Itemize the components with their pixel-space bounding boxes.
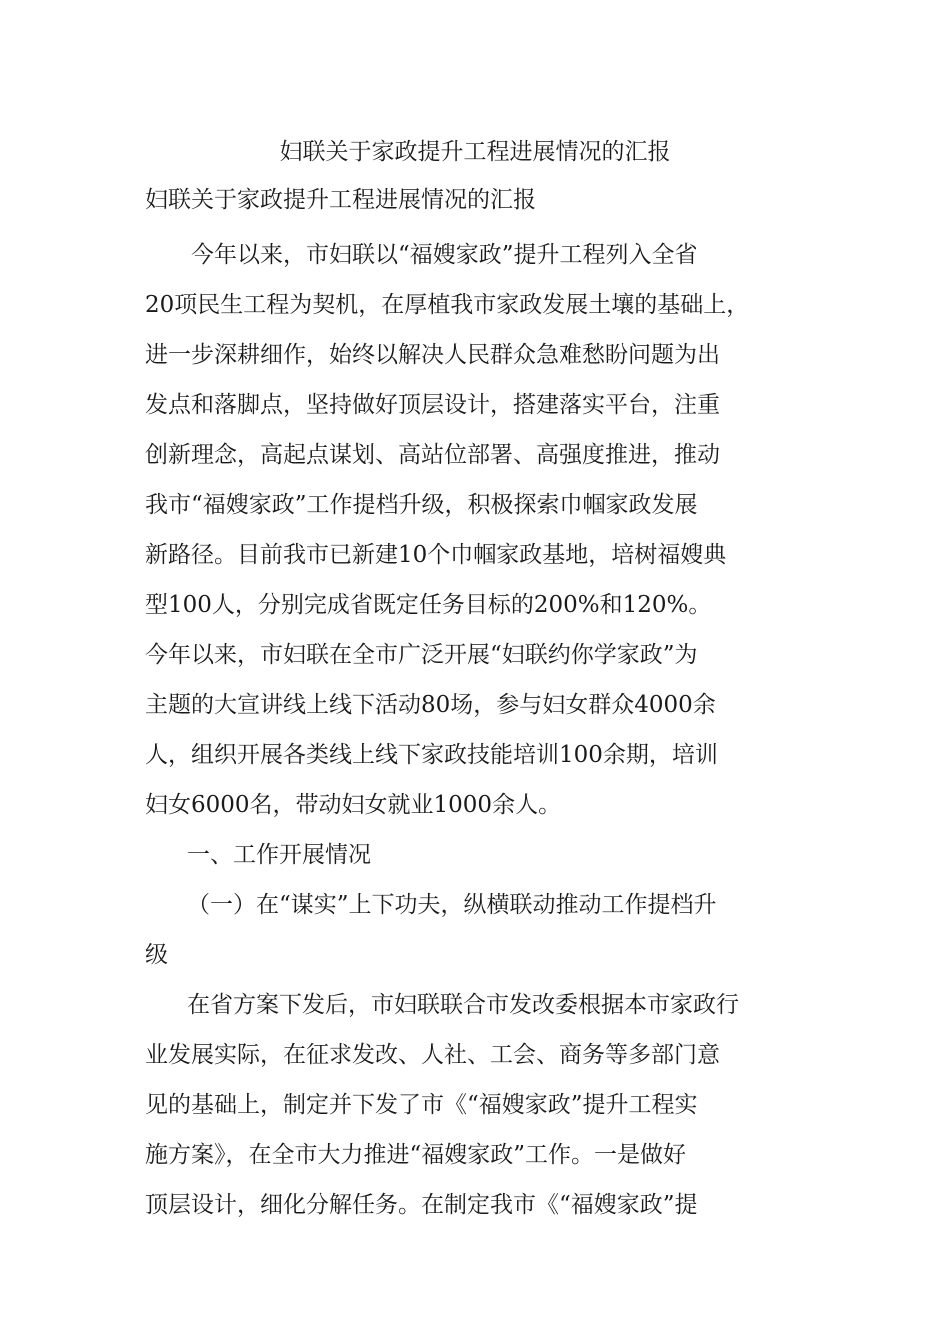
paragraph-line: 20项民生工程为契机，在厚植我市家政发展土壤的基础上， [145,292,750,318]
paragraph-line: 在省方案下发后，市妇联联合市发改委根据本市家政行 [187,992,739,1018]
document-body [145,230,825,1230]
paragraph-line: 我市“福嫂家政”工作提档升级，积极探索巾帼家政发展 [145,492,698,518]
paragraph-line: 型100人，分别完成省既定任务目标的200%和120%。 [145,592,712,618]
paragraph-line: 人，组织开展各类线上线下家政技能培训100余期，培训 [145,742,718,768]
subsection-heading: （一）在“谋实”上下功夫，纵横联动推动工作提档升 [187,892,717,918]
paragraph-line: 顶层设计，细化分解任务。在制定我市《“福嫂家政”提 [145,1192,698,1218]
paragraph-line: 见的基础上，制定并下发了市《“福嫂家政”提升工程实 [145,1092,698,1118]
paragraph-line: 进一步深耕细作，始终以解决人民群众急难愁盼问题为出 [145,342,720,368]
paragraph-line: 今年以来，市妇联在全市广泛开展“妇联约你学家政”为 [145,642,698,668]
paragraph-line: 施方案》，在全市大力推进“福嫂家政”工作。一是做好 [145,1142,687,1168]
paragraph-line: 新路径。目前我市已新建10个巾帼家政基地，培树福嫂典 [145,542,727,568]
paragraph-line: 发点和落脚点，坚持做好顶层设计，搭建落实平台，注重 [145,392,720,418]
document-subtitle: 妇联关于家政提升工程进展情况的汇报 [145,187,536,213]
paragraph-line: 今年以来，市妇联以“福嫂家政”提升工程列入全省 [191,242,698,268]
subsection-heading-continued: 级 [145,942,168,968]
paragraph-line: 妇女6000名，带动妇女就业1000余人。 [145,792,562,818]
paragraph-line: 创新理念，高起点谋划、高站位部署、高强度推进，推动 [145,442,720,468]
paragraph-line: 主题的大宣讲线上线下活动80场，参与妇女群众4000余 [145,692,716,718]
section-heading: 一、工作开展情况 [187,842,371,868]
paragraph-line: 业发展实际，在征求发改、人社、工会、商务等多部门意 [145,1042,720,1068]
document-title: 妇联关于家政提升工程进展情况的汇报 [279,139,671,165]
